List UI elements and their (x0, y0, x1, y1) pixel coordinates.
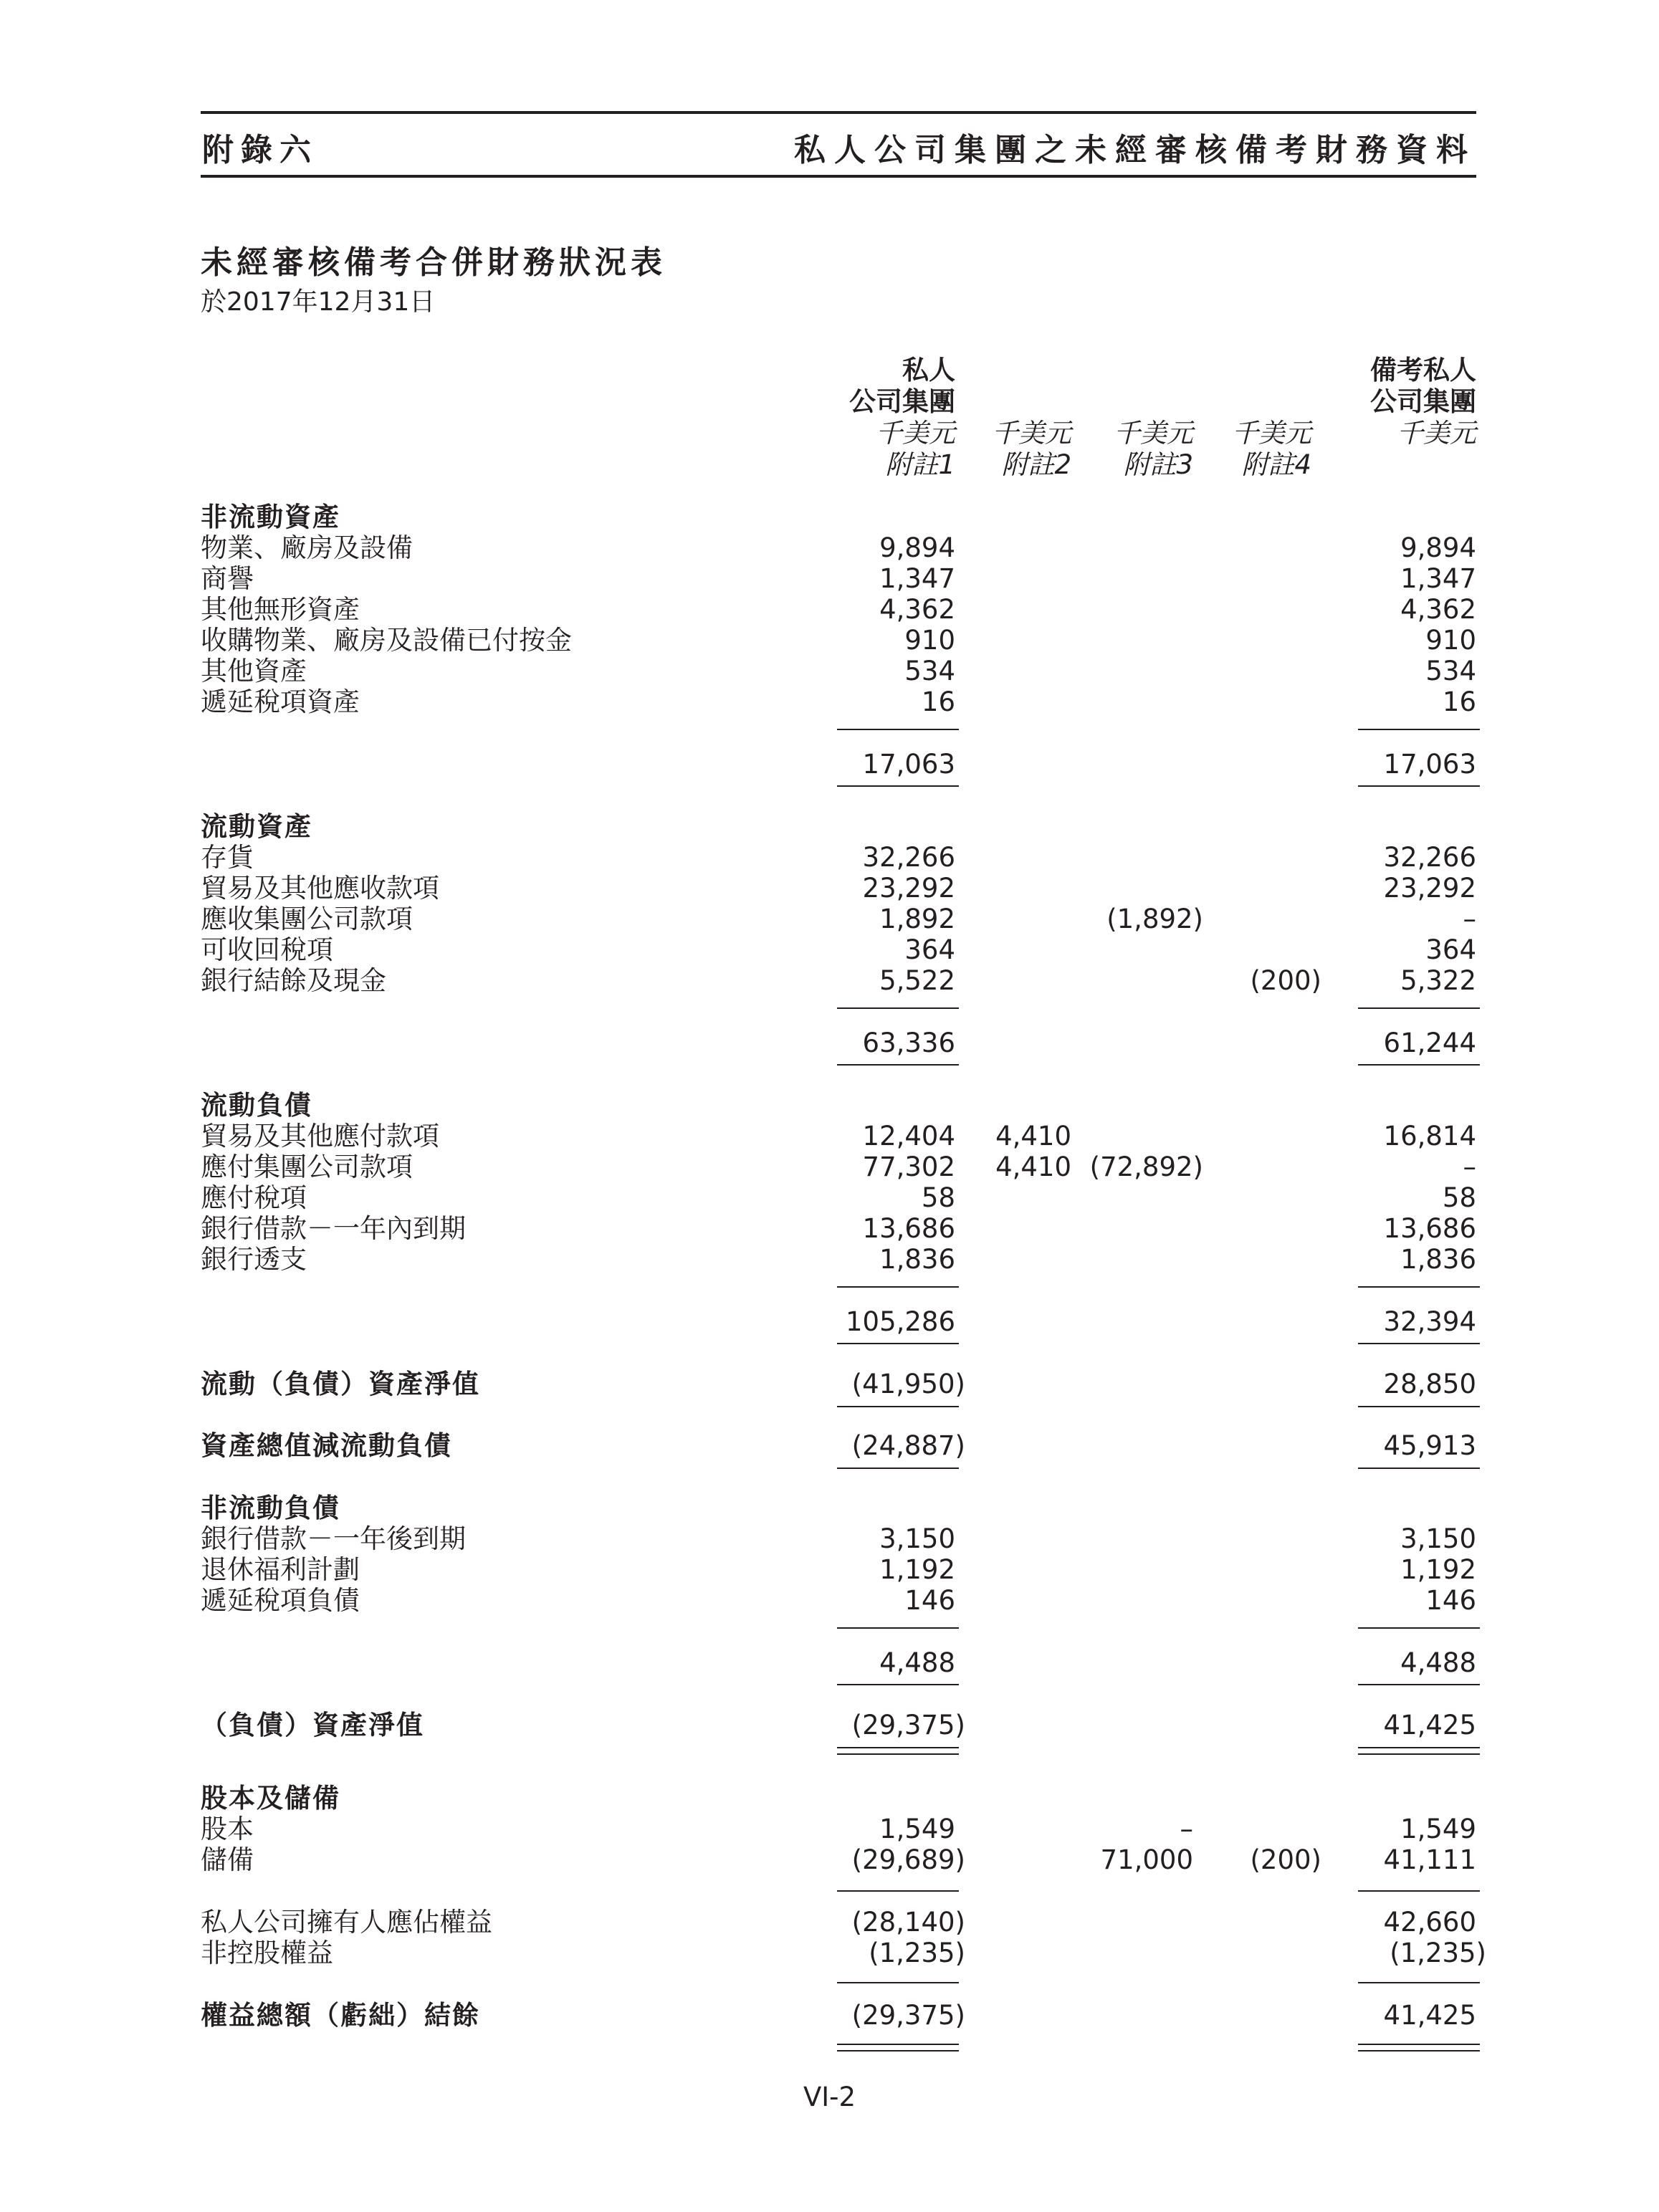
cell-c1: 4,362 (879, 594, 955, 625)
cell-c2: 4,410 (995, 1152, 1071, 1182)
double-rule-line (837, 2044, 959, 2045)
cell-c1: (1,235) (869, 1938, 965, 1968)
table-row (0, 1369, 1659, 1400)
table-row (0, 532, 1659, 564)
cell-c5: 32,394 (1383, 1306, 1476, 1337)
cell-c1: (24,887) (851, 1430, 965, 1461)
double-rule-line (1358, 2050, 1480, 2051)
cell-c5: 13,686 (1383, 1213, 1476, 1244)
row-label: 銀行透支 (201, 1244, 307, 1275)
cell-c5: 16,814 (1383, 1121, 1476, 1152)
double-rule-line (1358, 1747, 1480, 1748)
row-label: 應收集團公司款項 (201, 904, 413, 934)
table-row (0, 873, 1659, 904)
cell-c1: 1,549 (879, 1814, 955, 1844)
column-unit: 千美元 (992, 418, 1071, 449)
cell-c5: 61,244 (1383, 1028, 1476, 1058)
table-row (0, 965, 1659, 997)
cell-c5: 1,836 (1400, 1244, 1476, 1275)
cell-c5: 1,347 (1400, 563, 1476, 594)
cell-c1: 1,836 (879, 1244, 955, 1275)
cell-c5: 58 (1442, 1182, 1476, 1213)
cell-c5: – (1463, 904, 1476, 934)
table-row (0, 1710, 1659, 1741)
table-row (0, 1814, 1659, 1845)
cell-c5: 910 (1425, 625, 1476, 656)
cell-c2: 4,410 (995, 1121, 1071, 1152)
cell-c1: 5,522 (879, 965, 955, 996)
cell-c3: 71,000 (1100, 1844, 1193, 1875)
double-rule-line (1358, 2044, 1480, 2045)
cell-c5: 16 (1442, 686, 1476, 717)
cell-c3: (72,892) (1089, 1152, 1203, 1182)
cell-c1: 63,336 (862, 1028, 955, 1058)
table-row (0, 1430, 1659, 1462)
cell-c1: 9,894 (879, 532, 955, 563)
row-label: 銀行借款－一年內到期 (201, 1213, 466, 1244)
appendix-label: 附錄六 (202, 132, 318, 168)
column-header-note3 (1114, 418, 1193, 481)
table-row (0, 656, 1659, 687)
table-row (0, 1121, 1659, 1152)
column-header-private-group (849, 355, 955, 481)
row-label: 商譽 (201, 563, 254, 594)
cell-c5: 42,660 (1383, 1907, 1476, 1938)
column-header-line: 私人 (902, 355, 955, 386)
table-row (0, 1844, 1659, 1876)
rule-line (1358, 1468, 1480, 1469)
cell-c5: 146 (1425, 1585, 1476, 1616)
table-row (0, 1182, 1659, 1214)
cell-c5: 17,063 (1383, 749, 1476, 780)
rule-line (837, 1890, 959, 1892)
cell-c1: 105,286 (845, 1306, 955, 1337)
column-header-line: 公司集團 (1370, 386, 1476, 417)
cell-c1: 364 (904, 934, 955, 965)
cell-c5: 534 (1425, 656, 1476, 686)
rule-line (1358, 1684, 1480, 1685)
column-unit: 千美元 (1114, 418, 1193, 449)
section-heading: 非流動資產 (201, 502, 340, 532)
section-heading: 流動負債 (201, 1090, 312, 1121)
statement-title: 未經審核備考合併財務狀況表 (201, 244, 666, 281)
rule-line (837, 1007, 959, 1009)
column-note: 附註3 (1123, 449, 1193, 480)
cell-c5: – (1463, 1152, 1476, 1182)
rule-line (837, 1343, 959, 1344)
cell-c5: 45,913 (1383, 1430, 1476, 1461)
row-label: 非控股權益 (201, 1938, 333, 1968)
row-label: 可收回稅項 (201, 934, 333, 965)
cell-c5: 1,549 (1400, 1814, 1476, 1844)
column-note: 附註4 (1241, 449, 1311, 480)
page-header (201, 111, 1476, 178)
table-row (0, 625, 1659, 656)
rule-line (1358, 1627, 1480, 1629)
rule-line (1358, 1982, 1480, 1983)
cell-c1: (29,689) (851, 1844, 965, 1875)
appendix-title: 私人公司集團之未經審核備考財務資料 (794, 132, 1476, 168)
row-label: 貿易及其他應付款項 (201, 1121, 439, 1152)
cell-c5: 1,192 (1400, 1554, 1476, 1585)
row-label: 應付稅項 (201, 1182, 307, 1213)
rule-line (837, 1286, 959, 1288)
column-header-note2 (992, 418, 1071, 481)
column-header-line: 公司集團 (849, 386, 955, 417)
row-label: 其他資產 (201, 656, 307, 686)
cell-c5: 3,150 (1400, 1523, 1476, 1554)
subtotal-row (0, 1647, 1659, 1679)
section-heading: 非流動負債 (201, 1493, 340, 1523)
cell-c5: 23,292 (1383, 873, 1476, 904)
section-heading-row (0, 1090, 1659, 1121)
section-heading-row (0, 502, 1659, 533)
column-note: 附註2 (1001, 449, 1071, 480)
cell-c1: (28,140) (851, 1907, 965, 1938)
rule-line (837, 1982, 959, 1983)
cell-c1: (41,950) (851, 1369, 965, 1399)
rule-line (1358, 1286, 1480, 1288)
column-header-pro-forma-group (1370, 355, 1476, 449)
row-label: 流動（負債）資產淨值 (201, 1369, 480, 1399)
cell-c5: 32,266 (1383, 842, 1476, 873)
row-label: （負債）資產淨值 (201, 1710, 424, 1741)
table-row (0, 2000, 1659, 2031)
row-label: 資產總值減流動負債 (201, 1430, 452, 1461)
cell-c1: (29,375) (851, 2000, 965, 2031)
section-heading-row (0, 1783, 1659, 1814)
double-rule-line (837, 1747, 959, 1748)
table-row (0, 1152, 1659, 1183)
cell-c1: 1,347 (879, 563, 955, 594)
row-label: 權益總額（虧絀）結餘 (201, 2000, 480, 2031)
row-label: 貿易及其他應收款項 (201, 873, 439, 904)
rule-line (837, 1627, 959, 1629)
rule-line (837, 1064, 959, 1066)
table-row (0, 1938, 1659, 1969)
rule-line (837, 785, 959, 787)
table-row (0, 842, 1659, 873)
row-label: 應付集團公司款項 (201, 1152, 413, 1182)
cell-c5: 4,362 (1400, 594, 1476, 625)
table-row (0, 934, 1659, 966)
cell-c1: (29,375) (851, 1710, 965, 1741)
table-row (0, 594, 1659, 626)
cell-c1: 77,302 (862, 1152, 955, 1182)
table-row (0, 904, 1659, 935)
cell-c1: 534 (904, 656, 955, 686)
section-heading-row (0, 811, 1659, 843)
rule-line (837, 1468, 959, 1469)
rule-line (1358, 1890, 1480, 1892)
cell-c5: 41,425 (1383, 1710, 1476, 1741)
cell-c5: 4,488 (1400, 1647, 1476, 1678)
cell-c5: 364 (1425, 934, 1476, 965)
cell-c1: 13,686 (862, 1213, 955, 1244)
page-number: VI-2 (803, 2082, 856, 2112)
row-label: 遞延稅項資產 (201, 686, 360, 717)
cell-c1: 4,488 (879, 1647, 955, 1678)
column-unit: 千美元 (1397, 418, 1476, 449)
cell-c1: 3,150 (879, 1523, 955, 1554)
cell-c5: (1,235) (1390, 1938, 1486, 1968)
section-heading-row (0, 1493, 1659, 1524)
cell-c5: 41,111 (1383, 1844, 1476, 1875)
table-row (0, 1585, 1659, 1617)
double-rule-line (1358, 1753, 1480, 1755)
rule-line (1358, 1064, 1480, 1066)
table-row (0, 1213, 1659, 1245)
cell-c1: 1,892 (879, 904, 955, 934)
cell-c1: 1,192 (879, 1554, 955, 1585)
cell-c4: (200) (1250, 965, 1321, 996)
double-rule-line (837, 2050, 959, 2051)
column-header-line: 備考私人 (1370, 355, 1476, 386)
section-heading: 股本及儲備 (201, 1783, 340, 1814)
subtotal-row (0, 749, 1659, 780)
rule-line (837, 1406, 959, 1407)
column-unit: 千美元 (876, 418, 955, 449)
table-row (0, 686, 1659, 718)
row-label: 物業、廠房及設備 (201, 532, 413, 563)
row-label: 退休福利計劃 (201, 1554, 360, 1585)
cell-c1: 146 (904, 1585, 955, 1616)
row-label: 遞延稅項負債 (201, 1585, 360, 1616)
cell-c5: 41,425 (1383, 2000, 1476, 2031)
cell-c1: 12,404 (862, 1121, 955, 1152)
cell-c1: 17,063 (862, 749, 955, 780)
row-label: 股本 (201, 1814, 254, 1844)
row-label: 存貨 (201, 842, 254, 873)
rule-line (1358, 1343, 1480, 1344)
section-heading: 流動資產 (201, 811, 312, 842)
rule-line (1358, 729, 1480, 730)
cell-c5: 9,894 (1400, 532, 1476, 563)
cell-c1: 58 (921, 1182, 955, 1213)
cell-c4: (200) (1250, 1844, 1321, 1875)
rule-line (837, 729, 959, 730)
rule-line (837, 1684, 959, 1685)
table-row (0, 563, 1659, 595)
row-label: 其他無形資產 (201, 594, 360, 625)
cell-c1: 32,266 (862, 842, 955, 873)
cell-c1: 23,292 (862, 873, 955, 904)
table-row (0, 1244, 1659, 1275)
table-row (0, 1554, 1659, 1586)
subtotal-row (0, 1306, 1659, 1338)
cell-c3: (1,892) (1106, 904, 1203, 934)
cell-c1: 16 (921, 686, 955, 717)
row-label: 私人公司擁有人應佔權益 (201, 1907, 492, 1938)
cell-c3: – (1180, 1814, 1193, 1844)
rule-line (1358, 785, 1480, 787)
statement-date: 於2017年12月31日 (201, 287, 436, 317)
column-header-note4 (1232, 418, 1311, 481)
table-row (0, 1523, 1659, 1555)
rule-line (1358, 1406, 1480, 1407)
row-label: 銀行借款－一年後到期 (201, 1523, 466, 1554)
subtotal-row (0, 1028, 1659, 1059)
rule-line (1358, 1007, 1480, 1009)
row-label: 收購物業、廠房及設備已付按金 (201, 625, 572, 656)
row-label: 儲備 (201, 1844, 254, 1875)
cell-c5: 28,850 (1383, 1369, 1476, 1399)
double-rule-line (837, 1753, 959, 1755)
table-row (0, 1907, 1659, 1938)
row-label: 銀行結餘及現金 (201, 965, 386, 996)
column-note: 附註1 (885, 449, 955, 480)
column-unit: 千美元 (1232, 418, 1311, 449)
cell-c1: 910 (904, 625, 955, 656)
cell-c5: 5,322 (1400, 965, 1476, 996)
